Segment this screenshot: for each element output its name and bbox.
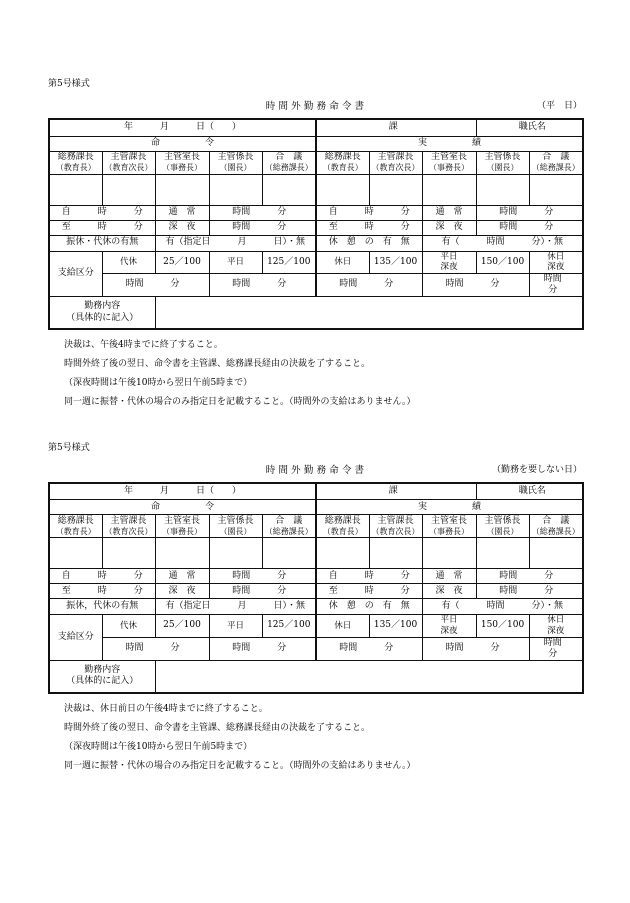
order-kind-latenight-2: 深 夜: [155, 584, 209, 599]
approver-header-order-0-2: 総務課長 （教育長）: [49, 515, 102, 538]
table-row-substitute-break: [49, 235, 583, 251]
form-block-nonworkday: [48, 442, 589, 776]
approver-header-order-2-2: 主管室長 （事務長）: [155, 515, 209, 538]
work-content-input-2[interactable]: [155, 661, 583, 693]
form-block-weekday: [48, 78, 589, 412]
table-row-time-normal: [49, 205, 583, 220]
break-label-2: 休 憩 の 有 無: [316, 599, 422, 615]
table-row-time-latenight: [49, 220, 583, 235]
actual-from-time-2[interactable]: 自 時 分: [316, 569, 422, 584]
note-line-3: 同一週に振替・代休の場合のみ指定日を記載すること。（時間外の支給はありません。）: [64, 396, 416, 407]
rate-value-0-2: 25／100: [155, 615, 209, 637]
signature-box-order-3[interactable]: [209, 174, 262, 205]
order-kind-normal-2: 通 常: [155, 569, 209, 584]
signature-box-actual-0[interactable]: [316, 174, 369, 205]
signature-box-actual-1-2[interactable]: [369, 538, 422, 569]
actual-duration-latenight[interactable]: 時間 分: [476, 220, 583, 235]
actual-kind-latenight: 深 夜: [422, 220, 476, 235]
amount-0[interactable]: 時間 分: [102, 273, 209, 297]
approver-header-actual-4-2: 合 議 （総務課長）: [529, 515, 583, 538]
payment-label-2: 支給区分: [49, 615, 102, 661]
payment-label: 支給区分: [49, 251, 102, 297]
note-line-2: （深夜時間は午後10時から翌日午前5時まで）: [64, 377, 253, 388]
approver-header-order-1-2: 主管課長 （教育次長）: [102, 515, 155, 538]
approver-header-actual-1: 主管課長 （教育次長）: [369, 151, 422, 174]
rate-value-2-2: 135／100: [369, 615, 422, 637]
rate-name-4-wrap: 休日 深夜: [529, 251, 583, 273]
approver-header-order-3: 主管係長 （園長）: [209, 151, 262, 174]
order-from-time-2[interactable]: 自 時 分: [49, 569, 155, 584]
rate-name-0: 代休: [102, 251, 155, 273]
actual-duration-latenight-2[interactable]: 時間 分: [476, 584, 583, 599]
form-title: 時間外勤務命令書: [265, 101, 368, 112]
rate-value-0: 25／100: [155, 251, 209, 273]
order-from-time[interactable]: 自 時 分: [49, 205, 155, 220]
note-line-2-2: （深夜時間は午後10時から翌日午前5時まで）: [64, 741, 253, 752]
approver-header-actual-3: 主管係長 （園長）: [476, 151, 529, 174]
work-content-label-2: 勤務内容 （具体的に記入）: [49, 661, 155, 693]
section-cell[interactable]: [316, 119, 476, 136]
approver-header-actual-1-2: 主管課長 （教育次長）: [369, 515, 422, 538]
approver-header-actual-4: 合 議 （総務課長）: [529, 151, 583, 174]
approver-header-order-4: 合 議 （総務課長）: [262, 151, 316, 174]
section-header-actual: [316, 136, 583, 151]
date-cell-2[interactable]: [49, 483, 316, 500]
form-title-row: [48, 98, 582, 115]
table-row-section-headers: [49, 136, 583, 151]
signature-box-actual-2[interactable]: [422, 174, 476, 205]
break-label: 休 憩 の 有 無: [316, 235, 422, 251]
order-section-label: 命 令: [151, 137, 215, 148]
approver-header-actual-2: 主管室長 （事務長）: [422, 151, 476, 174]
amount-2-2[interactable]: 時間 分: [316, 637, 422, 661]
section-header-order: [49, 136, 316, 151]
rate-value-3-2: 150／100: [476, 615, 529, 637]
table-row-approver-titles: [49, 151, 583, 174]
table-row-work-content-2: [49, 661, 583, 693]
note-line-0: 決裁は、午後4時までに終了すること。: [64, 339, 223, 350]
section-label: 課: [388, 122, 398, 133]
signature-box-order-1[interactable]: [102, 174, 155, 205]
note-line-3-2: 同一週に振替・代休の場合のみ指定日を記載すること。（時間外の支給はありません。）: [64, 760, 416, 771]
substitute-label: 振休・代休の有無: [49, 235, 155, 251]
substitute-value-2[interactable]: 有（指定日 月 日）・無: [155, 599, 316, 615]
actual-duration-normal[interactable]: 時間 分: [476, 205, 583, 220]
table-row-time-normal-2: [49, 569, 583, 584]
rate-value-3: 150／100: [476, 251, 529, 273]
date-cell[interactable]: [49, 119, 316, 136]
actual-kind-normal: 通 常: [422, 205, 476, 220]
note-line-1-2: 時間外終了後の翌日、命令書を主管課、総務課長経由の決裁を了すること。: [64, 722, 371, 733]
signature-box-order-3-2[interactable]: [209, 538, 262, 569]
signature-box-order-0[interactable]: [49, 174, 102, 205]
signature-box-actual-2-2[interactable]: [422, 538, 476, 569]
amount-0-2[interactable]: 時間 分: [102, 637, 209, 661]
approver-header-actual-3-2: 主管係長 （園長）: [476, 515, 529, 538]
order-to-time[interactable]: 至 時 分: [49, 220, 155, 235]
form-notes: [48, 336, 582, 412]
name-label-2: 職氏名: [518, 485, 546, 496]
approver-header-order-4-2: 合 議 （総務課長）: [262, 515, 316, 538]
form-title-2: 時間外勤務命令書: [265, 464, 368, 476]
approver-header-order-1: 主管課長 （教育次長）: [102, 151, 155, 174]
signature-box-order-4[interactable]: [262, 174, 316, 205]
section-header-actual-2: 実 績: [316, 500, 583, 515]
signature-box-order-0-2[interactable]: [49, 538, 102, 569]
rate-value-1-2: 125／100: [262, 615, 316, 637]
name-label: 職氏名: [518, 122, 546, 133]
actual-kind-normal-2: 通 常: [422, 569, 476, 584]
table-row-work-content: [49, 297, 583, 329]
table-row-section-headers-2: [49, 500, 583, 515]
order-duration-normal-2[interactable]: 時間 分: [209, 569, 316, 584]
date-label-2: 年 月 日（ ）: [124, 485, 242, 496]
substitute-value[interactable]: 有（指定日 月 日）・無: [155, 235, 316, 251]
work-content-input[interactable]: [155, 297, 583, 329]
overtime-form-table-2: [48, 482, 589, 694]
name-cell[interactable]: [476, 119, 583, 136]
section-label-2: 課: [388, 485, 398, 496]
order-kind-latenight: 深 夜: [155, 220, 209, 235]
rate-name-1: 平日: [209, 251, 262, 273]
work-content-label: 勤務内容 （具体的に記入）: [49, 297, 155, 329]
break-value-2[interactable]: 有（ 時間 分）・無: [422, 599, 583, 615]
section-cell-2[interactable]: [316, 483, 476, 500]
name-cell-2[interactable]: [476, 483, 583, 500]
order-kind-normal: 通 常: [155, 205, 209, 220]
signature-box-actual-4-2[interactable]: [529, 538, 583, 569]
signature-box-order-2-2[interactable]: [155, 538, 209, 569]
note-line-0-2: 決裁は、休日前日の午後4時までに終了すること。: [64, 703, 268, 714]
overtime-form-table: [48, 118, 589, 330]
rate-name-3: 平日 深夜: [422, 251, 476, 273]
date-label: 年 月 日（ ）: [124, 122, 242, 133]
table-row-payment-amounts: [49, 273, 583, 297]
signature-box-actual-1[interactable]: [369, 174, 422, 205]
form-title-row-2: [48, 462, 582, 479]
rate-name-1-2: 平日: [209, 615, 262, 637]
table-row-date-2: [49, 483, 583, 500]
table-row-payment-amounts-2: [49, 637, 583, 661]
amount-3-2[interactable]: 時間 分: [422, 637, 529, 661]
actual-from-time[interactable]: 自 時 分: [316, 205, 422, 220]
amount-4-2[interactable]: 時間 分: [529, 637, 583, 661]
signature-box-actual-3-2[interactable]: [476, 538, 529, 569]
table-row-approver-titles-2: [49, 515, 583, 538]
form-code-label-2: 第5号様式: [48, 442, 90, 453]
amount-2[interactable]: 時間 分: [316, 273, 422, 297]
section-header-order-2: 命 令: [49, 500, 316, 515]
signature-box-actual-3[interactable]: [476, 174, 529, 205]
rate-name-2: 休日: [316, 251, 369, 273]
form-notes-2: [48, 700, 582, 776]
signature-box-order-4-2[interactable]: [262, 538, 316, 569]
form-code-label: 第5号様式: [48, 79, 90, 89]
actual-kind-latenight-2: 深 夜: [422, 584, 476, 599]
actual-to-time[interactable]: 至 時 分: [316, 220, 422, 235]
approver-header-order-3-2: 主管係長 （園長）: [209, 515, 262, 538]
table-row-signatures-2: [49, 538, 583, 569]
form-variant-label: （平 日）: [536, 101, 582, 111]
signature-box-order-1-2[interactable]: [102, 538, 155, 569]
order-duration-latenight[interactable]: 時間 分: [209, 220, 316, 235]
actual-section-label: 実 績: [418, 137, 482, 148]
signature-box-order-2[interactable]: [155, 174, 209, 205]
break-value[interactable]: 有（ 時間 分）・無: [422, 235, 583, 251]
approver-header-actual-0-2: 総務課長 （教育長）: [316, 515, 369, 538]
order-duration-latenight-2[interactable]: 時間 分: [209, 584, 316, 599]
note-line-1: 時間外終了後の翌日、命令書を主管課、総務課長経由の決裁を了すること。: [64, 358, 371, 369]
signature-box-actual-4[interactable]: [529, 174, 583, 205]
table-row-payment-rates-2: [49, 615, 583, 637]
rate-name-4-2: 休日 深夜: [529, 615, 583, 637]
rate-name-2-2: 休日: [316, 615, 369, 637]
actual-to-time-2[interactable]: 至 時 分: [316, 584, 422, 599]
form-variant-label-2: （勤務を要しない日）: [491, 464, 582, 475]
approver-header-order-0: 総務課長 （教育長）: [49, 151, 102, 174]
table-row-date: [49, 119, 583, 136]
actual-duration-normal-2[interactable]: 時間 分: [476, 569, 583, 584]
table-row-signatures: [49, 174, 583, 205]
rate-name-0-2: 代休: [102, 615, 155, 637]
substitute-label-2: 振休，代休の有無: [49, 599, 155, 615]
rate-value-2: 135／100: [369, 251, 422, 273]
approver-header-actual-2-2: 主管室長 （事務長）: [422, 515, 476, 538]
order-duration-normal[interactable]: 時間 分: [209, 205, 316, 220]
approver-header-order-2: 主管室長 （事務長）: [155, 151, 209, 174]
amount-1[interactable]: 時間 分: [209, 273, 316, 297]
amount-1-2[interactable]: 時間 分: [209, 637, 316, 661]
signature-box-actual-0-2[interactable]: [316, 538, 369, 569]
rate-name-3-2: 平日 深夜: [422, 615, 476, 637]
amount-3[interactable]: 時間 分: [422, 273, 529, 297]
table-row-substitute-break-2: [49, 599, 583, 615]
amount-4[interactable]: 時間 分: [529, 273, 583, 297]
rate-value-1: 125／100: [262, 251, 316, 273]
approver-header-actual-0: 総務課長 （教育長）: [316, 151, 369, 174]
table-row-payment-rates: [49, 251, 583, 273]
order-to-time-2[interactable]: 至 時 分: [49, 584, 155, 599]
table-row-time-latenight-2: [49, 584, 583, 599]
